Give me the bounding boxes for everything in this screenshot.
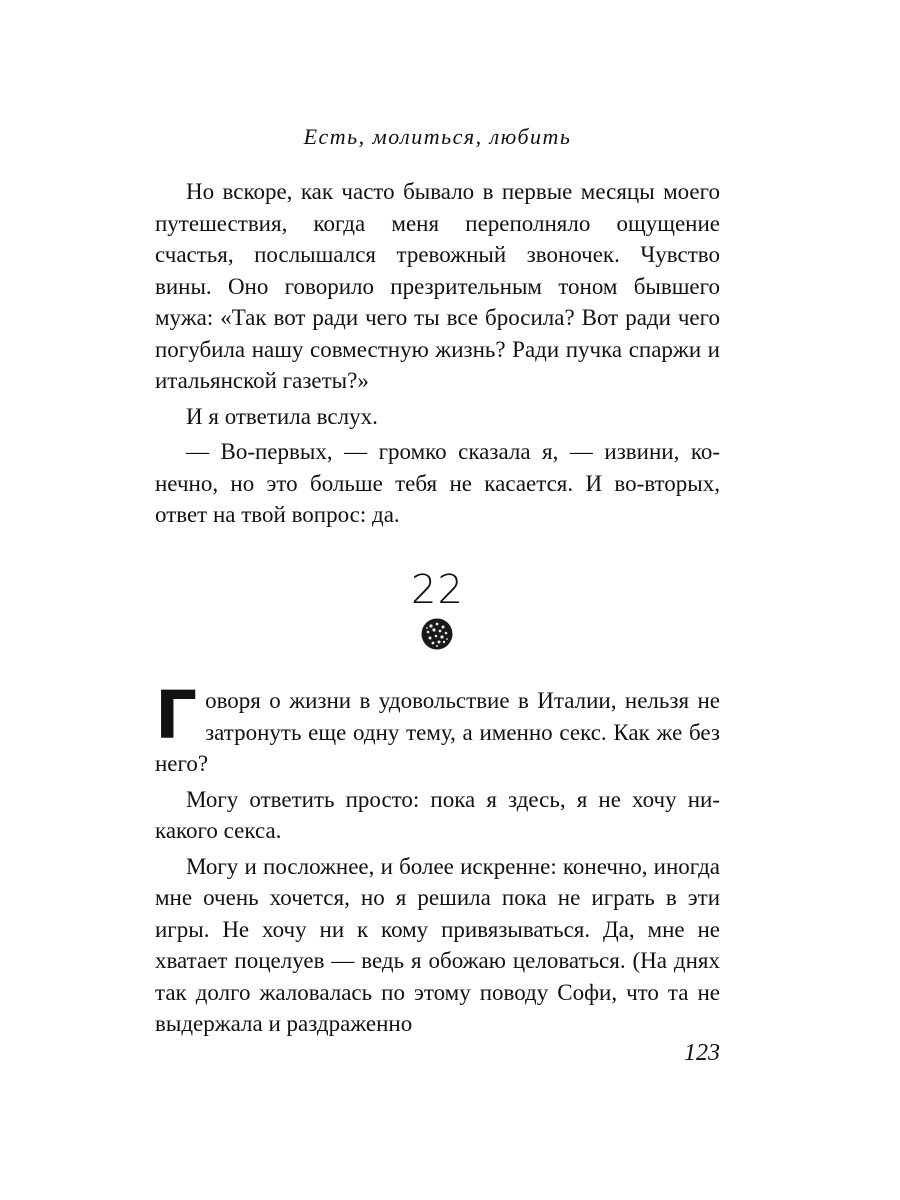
- paragraph: — Во-первых, — громко сказала я, — извини, конечно, но это больше тебя не касается. И во-вторых, ответ на твой вопрос: да.: [155, 439, 720, 527]
- book-page: [155, 0, 720, 1200]
- ornament-ball-icon: [419, 616, 455, 652]
- text-block-bottom: [155, 677, 720, 1040]
- paragraph: Но вскоре, как часто бывало в первые месяцы моего путешествия, когда меня переполняло ощущение счастья, послышался тревожный звоночек. Чувство вины. Оно говорило презрительным тоном бывшего мужа: «Так вот ради чего ты все бросила? Вот ради чего погубила нашу совместную жизнь? Ради пучка спаржи и итальянской газеты?»: [155, 179, 720, 393]
- paragraph-with-dropcap: [155, 677, 720, 780]
- chapter-number: 22: [411, 567, 464, 613]
- running-title: Есть, молиться, любить: [303, 124, 572, 149]
- paragraph: Могу и посложнее, и более искренне: конечно, иногда мне очень хочется, но я решила пока не играть в эти игры. Не хочу ни к кому привязываться. Да, мне не хватает поцелуев — ведь я обожаю целоваться. (На днях так долго жаловалась по этому поводу Софи, что та не выдержала и раздраженно: [155, 853, 720, 1036]
- page-number: 123: [684, 1040, 720, 1066]
- drop-cap: Г: [155, 677, 198, 754]
- paragraph: И я ответила вслух.: [186, 403, 378, 429]
- paragraph-text: оворя о жизни в удовольствие в Италии, нельзя не затронуть еще одну тему, а именно секс. Как же без него?: [155, 688, 720, 776]
- paragraph: Могу ответить просто: пока я здесь, я не хочу никакого секса.: [155, 786, 720, 843]
- text-block-top: [155, 176, 720, 531]
